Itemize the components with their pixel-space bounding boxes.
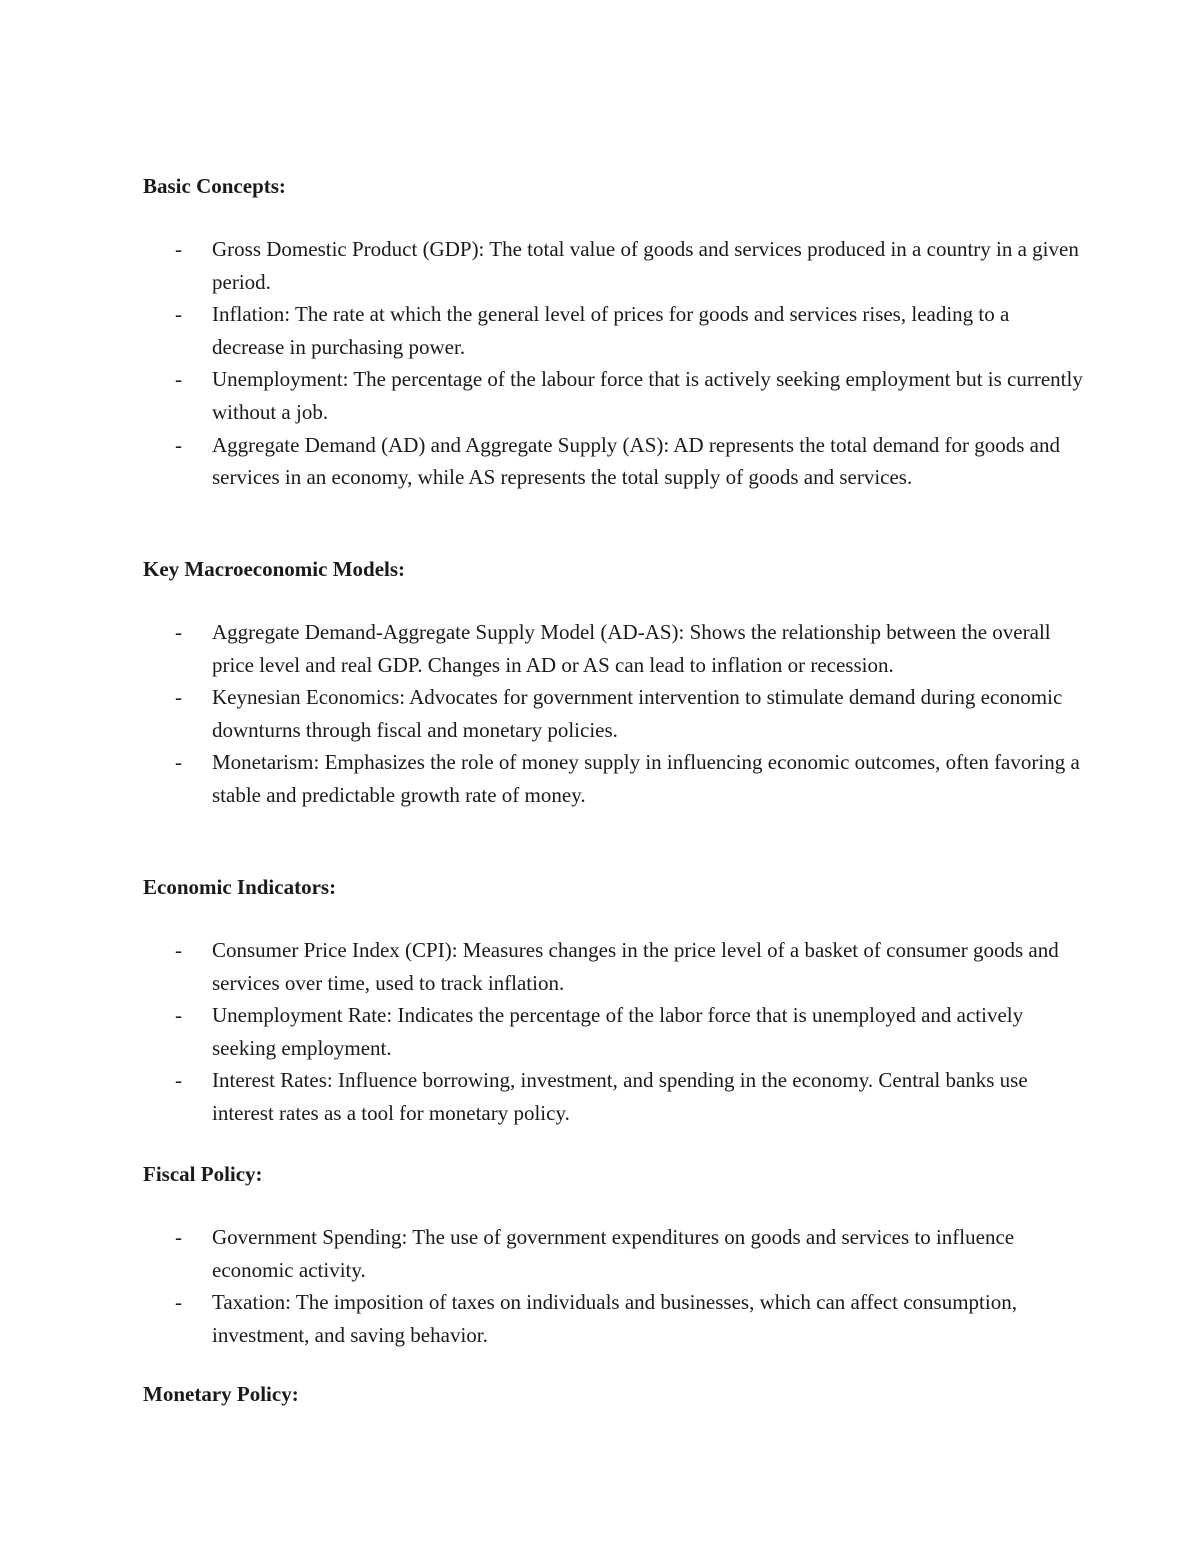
section-basic-concepts (143, 170, 1083, 494)
bullet-list (143, 616, 1083, 812)
list-item (143, 298, 1083, 363)
section-monetary-policy (143, 1378, 1083, 1410)
section-heading: Economic Indicators: (143, 875, 337, 899)
dash-bullet: - (175, 938, 182, 962)
list-item-text: Monetarism: Emphasizes the role of money supply in influencing economic outcomes, often favoring a stable and predictable growth rate of money. (212, 750, 1080, 807)
list-item (143, 363, 1083, 428)
section-economic-indicators (143, 871, 1083, 1130)
dash-bullet: - (175, 432, 182, 457)
list-item (143, 681, 1083, 746)
list-item (143, 999, 1083, 1064)
list-item-text: Consumer Price Index (CPI): Measures changes in the price level of a basket of consumer goods and services over time, used to track inflation. (212, 938, 1059, 995)
list-item-text: Government Spending: The use of government expenditures on goods and services to influence economic activity. (212, 1225, 1015, 1282)
dash-bullet: - (175, 620, 182, 644)
dash-bullet: - (175, 685, 182, 710)
dash-bullet: - (175, 1003, 182, 1028)
list-item (143, 233, 1083, 298)
list-item-text: Inflation: The rate at which the general level of prices for goods and services rises, leading to a decrease in purchasing power. (212, 302, 1010, 359)
list-item (143, 934, 1083, 999)
section-heading: Basic Concepts: (143, 174, 286, 198)
list-item-text: Aggregate Demand-Aggregate Supply Model (AD-AS): Shows the relationship between the overall price level and real GDP. Changes in AD or AS can lead to inflation or recession. (212, 620, 1051, 677)
section-heading: Fiscal Policy: (143, 1162, 263, 1186)
list-item-text: Keynesian Economics: Advocates for government intervention to stimulate demand during economic downturns through fiscal and monetary policies. (212, 685, 1063, 742)
list-item (143, 616, 1083, 681)
list-item-text: Unemployment: The percentage of the labour force that is actively seeking employment but is currently without a job. (212, 367, 1083, 424)
list-item-text: Unemployment Rate: Indicates the percentage of the labor force that is unemployed and actively seeking employment. (212, 1003, 1024, 1060)
dash-bullet: - (175, 302, 182, 327)
list-item (143, 1064, 1083, 1129)
bullet-list (143, 934, 1083, 1130)
list-item-text: Interest Rates: Influence borrowing, investment, and spending in the economy. Central banks use interest rates as a tool for monetary policy. (212, 1068, 1028, 1125)
dash-bullet: - (175, 1225, 182, 1249)
dash-bullet: - (175, 1068, 182, 1093)
list-item (143, 746, 1083, 811)
section-heading: Key Macroeconomic Models: (143, 557, 406, 581)
list-item (143, 1221, 1083, 1286)
section-key-models (143, 553, 1083, 812)
list-item-text: Aggregate Demand (AD) and Aggregate Supply (AS): AD represents the total demand for goods and services in an economy, while AS represents the total supply of goods and services. (212, 432, 1060, 490)
dash-bullet: - (175, 750, 182, 775)
bullet-list (143, 1221, 1083, 1351)
list-item-text: Gross Domestic Product (GDP): The total value of goods and services produced in a country in a given period. (212, 237, 1079, 294)
section-heading: Monetary Policy: (143, 1382, 299, 1406)
dash-bullet: - (175, 1290, 182, 1315)
dash-bullet: - (175, 237, 182, 261)
list-item (143, 1286, 1083, 1351)
list-item (143, 429, 1083, 494)
bullet-list (143, 233, 1083, 494)
dash-bullet: - (175, 367, 182, 392)
section-fiscal-policy (143, 1158, 1083, 1351)
list-item-text: Taxation: The imposition of taxes on individuals and businesses, which can affect consumption, investment, and saving behavior. (212, 1290, 1017, 1347)
